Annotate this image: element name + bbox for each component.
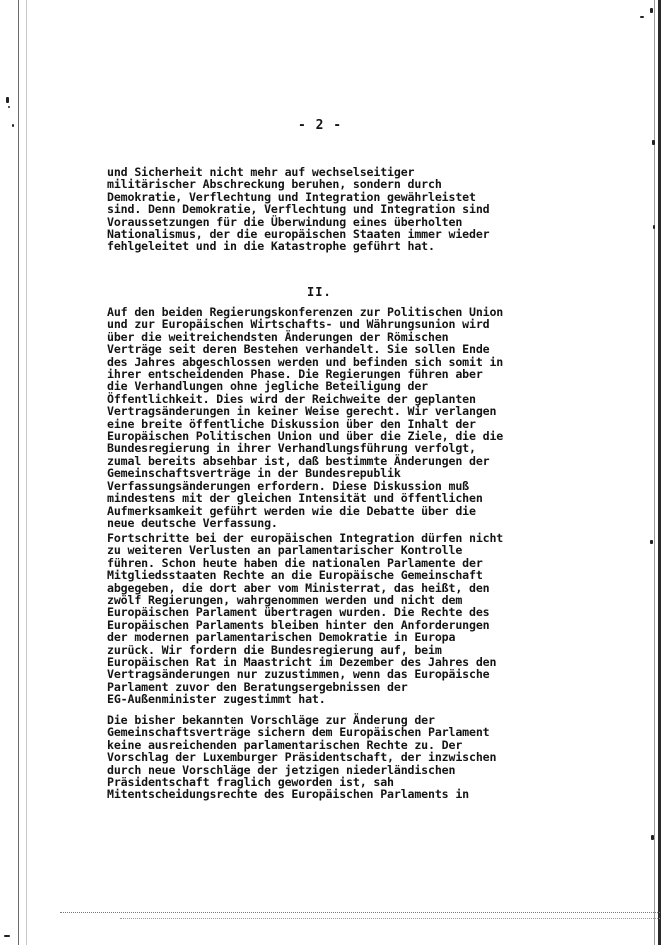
scan-speck — [640, 16, 644, 18]
scan-left-edge — [18, 0, 19, 945]
section-heading: II. — [307, 285, 332, 299]
scan-speck — [653, 225, 655, 229]
scan-speck — [650, 540, 653, 544]
scan-right-edge — [658, 0, 661, 945]
scan-speck — [652, 140, 655, 145]
page-number: - 2 - — [298, 118, 343, 133]
scan-speck — [4, 935, 10, 937]
scan-speck — [6, 97, 9, 103]
scan-bottom-edge — [60, 912, 660, 914]
scan-left-edge-shadow — [26, 0, 27, 945]
paragraph-1: und Sicherheit nicht mehr auf wechselseitiger militärischer Abschreckung beruhen, sondern durch Demokratie, Verflechtung und Integration gewährleistet sind. Denn Demokratie, Verflechtung und Integration sind Voraussetzungen für die Überwindung eines überholten Nationalismus, der die europäischen Staaten immer wieder fehlgeleitet und in die Katastrophe geführt hat. — [107, 165, 490, 254]
scan-bottom-edge-shadow — [120, 918, 660, 920]
paragraph-3: Fortschritte bei der europäischen Integration dürfen nicht zu weiteren Verlusten an parlamentarischer Kontrolle führen. Schon heute haben die nationalen Parlamente der Mitgliedsstaaten Rechte an die Europäische Gemeinschaft abgegeben, die dort aber vom Ministerrat, das heißt, den zwölf Regierungen, wahrgenommen werden und nicht dem Europäischen Parlament übertragen wurden. Die Rechte des Europäischen Parlaments bleiben hinter den Anforderungen der modernen parlamentarischen Demokratie in Europa zurück. Wir fordern die Bundesregierung auf, beim Europäischen Rat in Maastricht im Dezember des Jahres den Vertragsänderungen nur zuzustimmen, wenn das Europäische Parlament zuvor den Beratungsergebnissen der EG-Außenminister zugestimmt hat. — [107, 531, 504, 707]
scan-speck — [8, 106, 10, 108]
scan-speck — [651, 835, 654, 840]
scan-speck — [12, 124, 14, 127]
paragraph-4: Die bisher bekannten Vorschläge zur Änderung der Gemeinschaftsverträge sichern dem Europäischen Parlament keine ausreichenden parlamentarischen Rechte zu. Der Vorschlag der Luxemburger Präsidentschaft, der inzwischen durch neue Vorschläge der jetzigen niederländischen Präsidentschaft fraglich geworden ist, sah Mitentscheidungsrechte des Europäischen Parlaments in — [107, 713, 497, 802]
paragraph-2: Auf den beiden Regierungskonferenzen zur Politischen Union und zur Europäischen Wirtschafts- und Währungsunion wird über die weitreichendsten Änderungen der Römischen Verträge seit deren Bestehen verhandelt. Sie sollen Ende des Jahres abgeschlossen werden und befinden sich somit in ihrer entscheidenden Phase. Die Regierungen führen aber die Verhandlungen ohne jegliche Beteiligung der Öffentlichkeit. Dies wird der Reichweite der geplanten Vertragsänderungen in keiner Weise gerecht. Wir verlangen eine breite öffentliche Diskussion über den Inhalt der Europäischen Politischen Union und über die Ziele, die die Bundesregierung in ihrer Verhandlungsführung verfolgt, zumal bereits absehbar ist, daß bestimmte Änderungen der Gemeinschaftsverträge in der Bundesrepublik Verfassungsänderungen erfordern. Diese Diskussion muß mindestens mit der gleichen Intensität und öffentlichen Aufmerksamkeit geführt werden wie die Debatte über die neue deutsche Verfassung. — [107, 305, 504, 530]
scan-speck — [650, 8, 653, 13]
